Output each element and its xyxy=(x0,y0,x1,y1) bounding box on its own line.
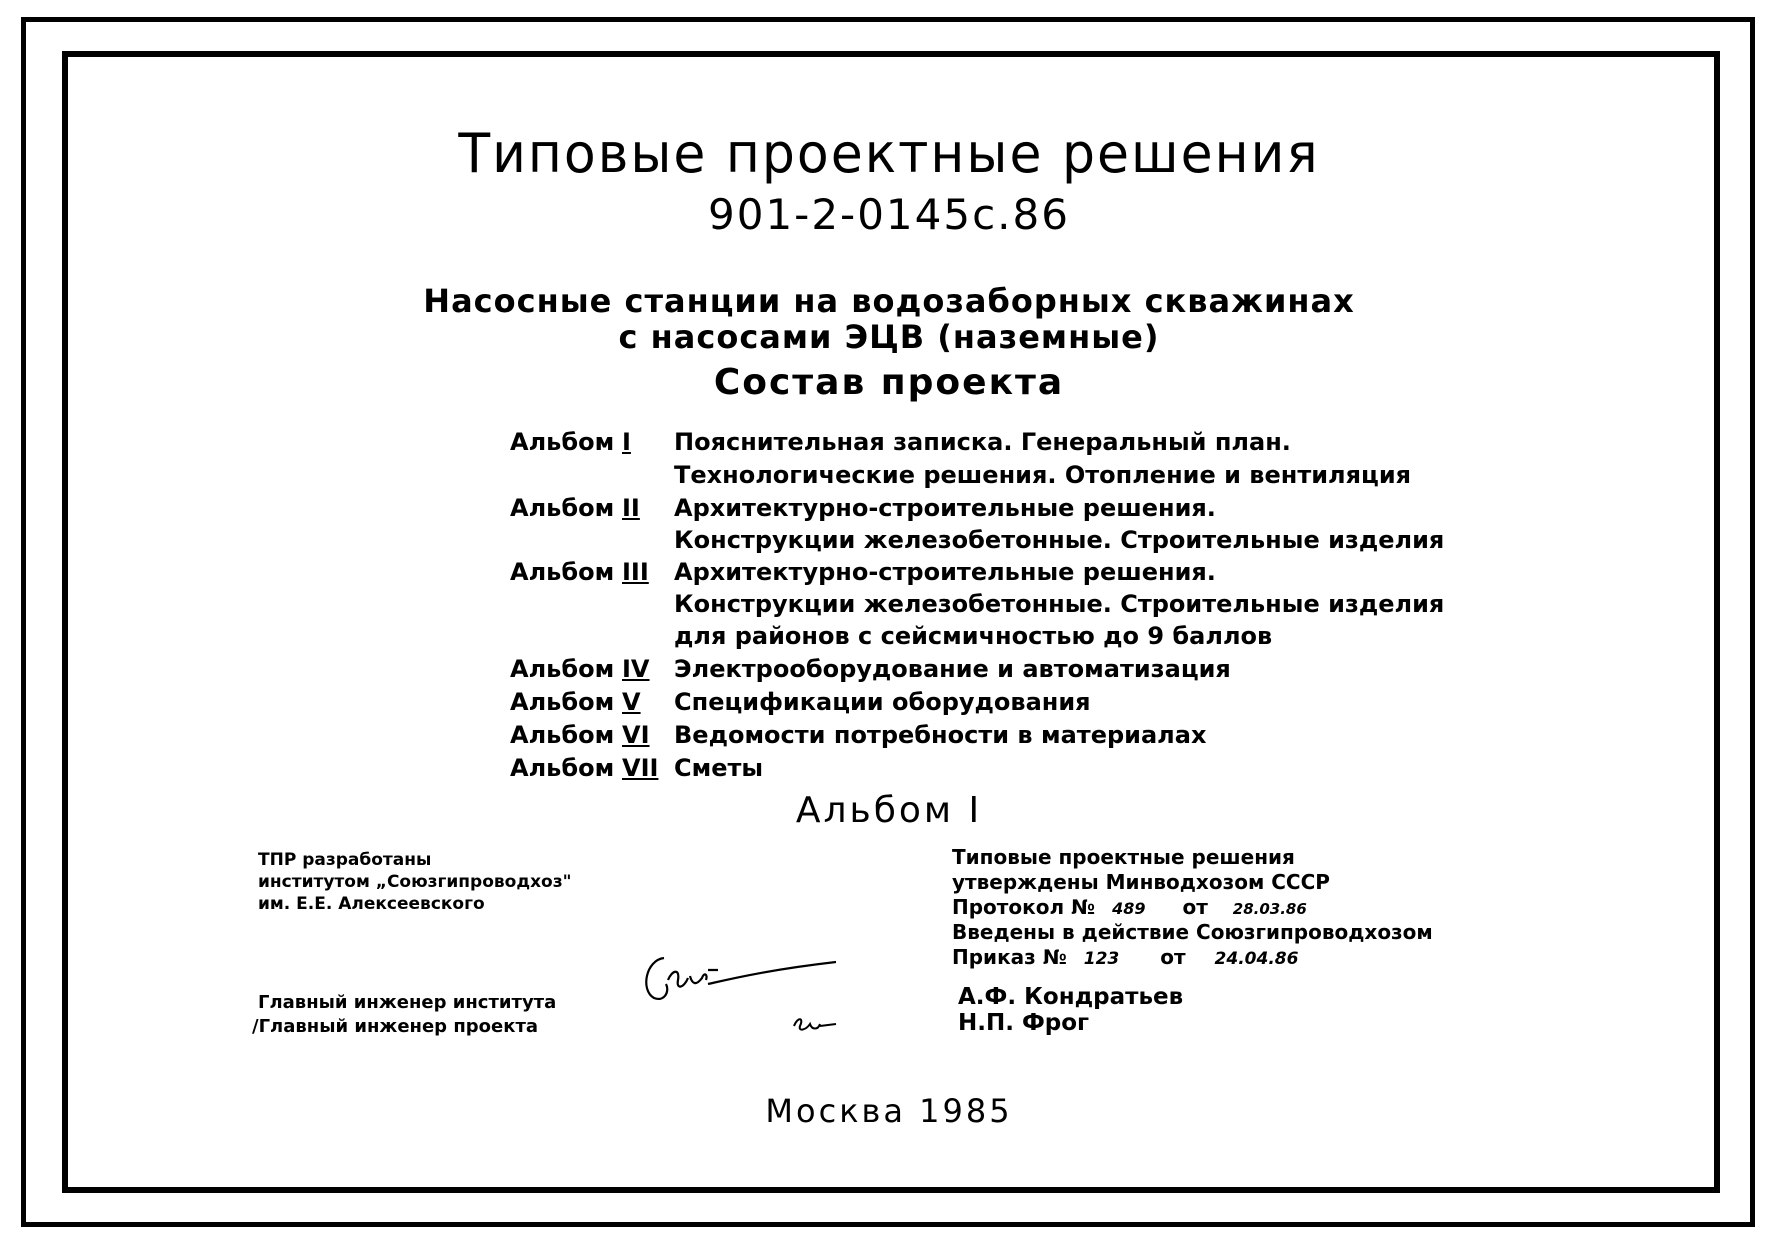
album-label: Альбом xyxy=(510,754,615,782)
role-chief-engineer-project: /Главный инженер проекта xyxy=(252,1016,539,1037)
album-description: Спецификации оборудования xyxy=(674,688,1091,716)
signature-1-icon xyxy=(636,940,836,1020)
album-label: Альбом xyxy=(510,688,615,716)
album-number: IV xyxy=(622,655,650,683)
album-label: Альбом xyxy=(510,428,615,456)
signatory-name-2: Н.П. Фрог xyxy=(958,1010,1090,1036)
album-number: III xyxy=(622,558,649,586)
album-description: для районов с сейсмичностью до 9 баллов xyxy=(674,622,1273,650)
developer-line-1: ТПР разработаны xyxy=(258,850,432,870)
album-number: V xyxy=(622,688,641,716)
introduced-line: Введены в действие Союзгипроводхозом xyxy=(952,920,1433,944)
developer-line-2: институтом „Союзгипроводхоз" xyxy=(258,872,572,892)
protocol-label: Протокол № xyxy=(952,895,1096,919)
protocol-line xyxy=(952,895,1307,919)
signatory-name-1: А.Ф. Кондратьев xyxy=(958,984,1184,1010)
subtitle-line-1: Насосные станции на водозаборных скважинах xyxy=(423,282,1355,320)
album-description: Пояснительная записка. Генеральный план. xyxy=(674,428,1291,456)
album-description: Конструкции железобетонные. Строительные изделия xyxy=(674,590,1445,618)
album-label: Альбом xyxy=(510,494,615,522)
album-description: Технологические решения. Отопление и вентиляция xyxy=(674,461,1412,489)
subtitle-line-3: Состав проекта xyxy=(713,362,1065,403)
order-label: Приказ № xyxy=(952,945,1067,969)
album-description: Архитектурно-строительные решения. xyxy=(674,558,1216,586)
signature-2-icon xyxy=(790,1010,850,1038)
order-line xyxy=(952,945,1298,969)
order-number: 123 xyxy=(1083,949,1120,969)
role-chief-engineer-institute: Главный инженер института xyxy=(258,992,557,1013)
document-code: 901-2-0145с.86 xyxy=(708,190,1070,239)
album-description: Ведомости потребности в материалах xyxy=(674,721,1207,749)
approval-line-1: Типовые проектные решения xyxy=(952,845,1295,869)
subtitle-line-2: с насосами ЭЦВ (наземные) xyxy=(618,318,1160,356)
album-description: Конструкции железобетонные. Строительные изделия xyxy=(674,526,1445,554)
album-number: II xyxy=(622,494,640,522)
order-date: 24.04.86 xyxy=(1214,949,1299,969)
protocol-date: 28.03.86 xyxy=(1232,900,1307,918)
developer-line-3: им. Е.Е. Алексеевского xyxy=(258,894,485,914)
footer-city-year: Москва 1985 xyxy=(765,1092,1013,1130)
album-description: Электрооборудование и автоматизация xyxy=(674,655,1231,683)
album-number: VI xyxy=(622,721,650,749)
order-from: от xyxy=(1160,945,1186,969)
album-description: Архитектурно-строительные решения. xyxy=(674,494,1216,522)
album-label: Альбом xyxy=(510,558,615,586)
protocol-from: от xyxy=(1182,895,1208,919)
album-label: Альбом xyxy=(510,655,615,683)
protocol-number: 489 xyxy=(1112,899,1146,918)
album-number: I xyxy=(622,428,631,456)
album-number: VII xyxy=(622,754,659,782)
current-album-title: Альбом I xyxy=(795,790,983,831)
album-description: Сметы xyxy=(674,754,764,782)
album-label: Альбом xyxy=(510,721,615,749)
approval-line-2: утверждены Минводхозом СССР xyxy=(952,870,1330,894)
role-chief-engineer-project-text: Главный инженер проекта xyxy=(258,1016,539,1037)
document-title: Типовые проектные решения xyxy=(458,122,1320,186)
